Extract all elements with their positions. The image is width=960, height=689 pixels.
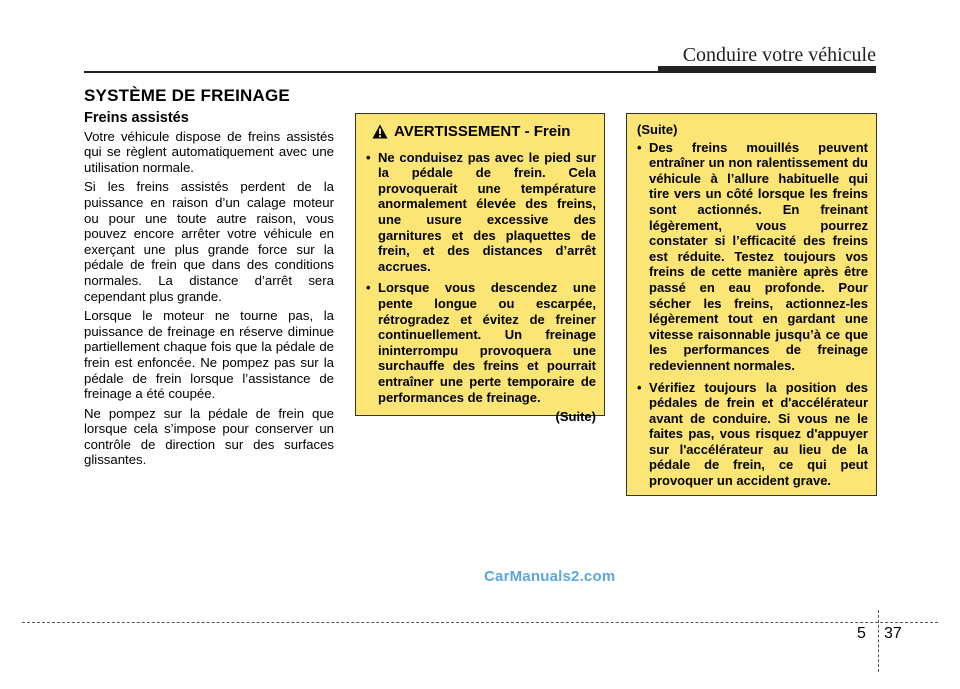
header-title: Conduire votre véhicule (682, 44, 876, 66)
warning-header (372, 124, 596, 140)
warning-item: • Vérifiez toujours la position des pédales de frein et d'accélérateur avant de conduire. Si vous ne le faites pas, vous risquez d'appuyer sur l'accélérateur au lieu de la pédale de frein, ce qui peut provoquer un accident grave. (637, 380, 868, 489)
section-title: SYSTÈME DE FREINAGE (84, 86, 290, 105)
footer-divider (22, 622, 938, 623)
header-rule-thick (658, 66, 876, 73)
continued-label: (Suite) (637, 122, 678, 137)
chapter-number: 5 (857, 625, 866, 642)
subsection-heading: Freins assistés (84, 110, 189, 126)
continued-list (637, 140, 868, 489)
watermark-link[interactable]: CarManuals2.com (484, 568, 616, 585)
warning-item: • Des freins mouillés peuvent entraîner un non ralentissement du véhicule à l’allure habituelle qui tire vers un côté lorsque les freins sont actionnés. En freinant légèrement, vous pourrez constater si l’efficacité des freins est réduite. Testez toujours vos freins de cette manière après être passé en eau profonde. Pour sécher les freins, actionnez-les légèrement tout en gardant une vitesse raisonnable jusqu’à ce que les performances de freinage redeviennent normales. (637, 140, 868, 374)
page-number: 37 (884, 625, 902, 642)
paragraph: Ne pompez sur la pédale de frein que lorsque cela s’impose pour conserver un contrôle de direction sur des surfaces glissantes. (84, 405, 334, 468)
continued-warning-box (626, 113, 877, 496)
page-number-divider (878, 610, 879, 672)
continued-label: (Suite) (555, 409, 596, 425)
left-column (84, 111, 334, 472)
warning-item: • Ne conduisez pas avec le pied sur la pédale de frein. Cela provoquerait une température anormalement élevée des freins, une usure excessive des garnitures et des plaquettes de frein, et des distances d’arrêt accrues. (366, 150, 596, 275)
paragraph: Si les freins assistés perdent de la puissance en raison d’un calage moteur ou pour une toute autre raison, vous pouvez encore arrêter votre véhicule en exerçant une plus grande force sur la pédale de frein que dans des conditions normales. La distance d’arrêt sera cependant plus grande. (84, 179, 334, 304)
warning-item: • Lorsque vous descendez une pente longue ou escarpée, rétrogradez et évitez de freiner continuellement. Un freinage ininterrompu provoquera une surchauffe des freins et pourrait entraîner une perte temporaire de performances de freinage. (366, 280, 596, 405)
header-rule-thin (84, 71, 658, 73)
warning-triangle-icon (372, 124, 388, 139)
warning-title: AVERTISSEMENT - Frein (394, 123, 571, 140)
paragraph: Lorsque le moteur ne tourne pas, la puissance de freinage en réserve diminue partiellement chaque fois que la pédale de frein est enfoncée. Ne pompez pas sur la pédale de frein lorsque l’assistance de freinage a été coupée. (84, 308, 334, 402)
warning-box (355, 113, 605, 425)
paragraph: Votre véhicule dispose de freins assistés qui se règlent automatiquement avec une utilisation normale. (84, 128, 334, 175)
warning-list (366, 150, 596, 406)
